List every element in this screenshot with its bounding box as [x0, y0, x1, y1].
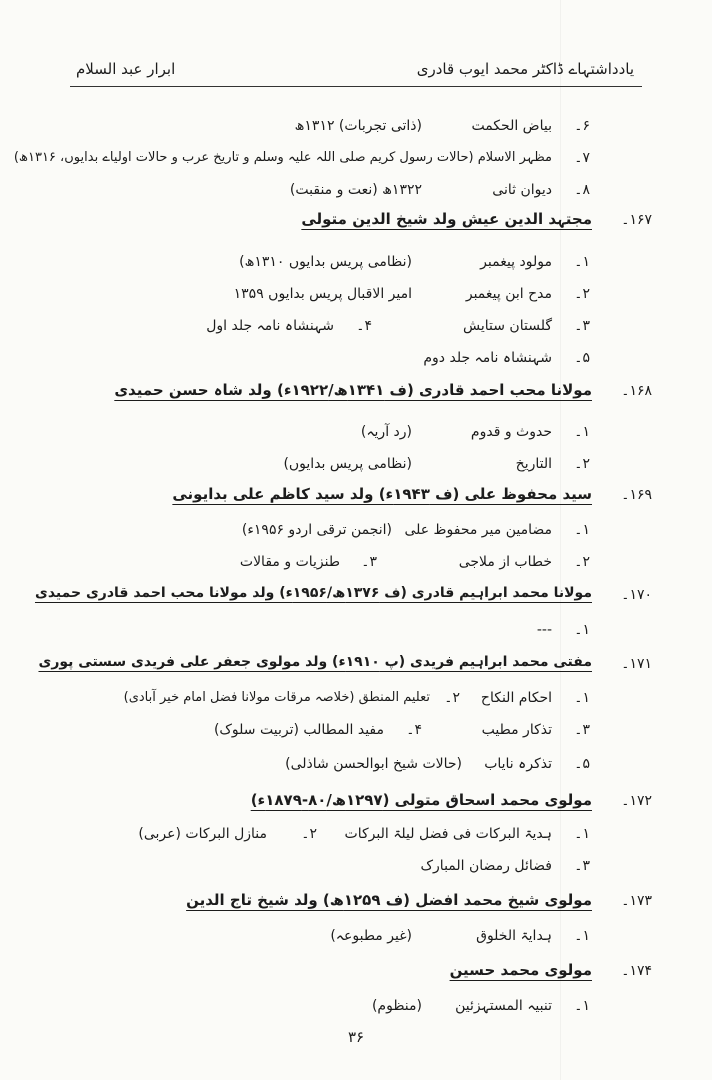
entry-title: مولانا محمد ابراہیم قادری (ف ۱۳۷۶ھ/۱۹۵۶ء) ولد مولانا محب احمد قادری حمیدی	[34, 585, 592, 601]
item-number-2: ۴۔	[356, 318, 372, 334]
item-note: (نظامی پریس بدایوں)	[283, 456, 412, 472]
item-title-2: منازل البرکات (عربی)	[138, 826, 267, 842]
item-note: (نظامی پریس بدایوں ۱۳۱۰ھ)	[239, 254, 412, 270]
entry-title: مولانا محب احمد قادری (ف ۱۳۴۱ھ/۱۹۲۲ء) ولد شاہ حسن حمیدی	[114, 381, 592, 399]
item-title: خطاب از ملاجی	[458, 554, 552, 570]
entry-number: ۱۷۴۔	[621, 963, 652, 979]
item-number: ۱۔	[574, 928, 590, 944]
item-number-2: ۲۔	[444, 690, 460, 706]
item-note: (منظوم)	[371, 998, 422, 1014]
item-note: (حالات شیخ ابوالحسن شاذلی)	[285, 756, 462, 772]
item-number: ۳۔	[574, 318, 590, 334]
item-title: مضامین میر محفوظ علی	[404, 522, 552, 538]
item-title: ہدیۃ البرکات فی فضل لیلۃ البرکات	[344, 826, 552, 842]
entry-number: ۱۶۷۔	[621, 212, 652, 228]
item-title-2: شہنشاہ نامہ جلد اول	[206, 318, 334, 334]
item-title-2: تعلیم المنطق (خلاصہ مرقات مولانا فضل امام خیر آبادی)	[123, 690, 430, 705]
entry-title: مولوی شیخ محمد افضل (ف ۱۲۵۹ھ) ولد شیخ تاج الدین	[186, 891, 592, 909]
item-number: ۱۔	[574, 998, 590, 1014]
item-number: ۱۔	[574, 690, 590, 706]
entry-number: ۱۶۸۔	[621, 383, 652, 399]
item-title: تنبیہ المستہزئین	[455, 998, 552, 1014]
item-number: ۱۔	[574, 826, 590, 842]
item-number: ۷۔	[574, 150, 590, 166]
item-title: ہدایۃ الخلوق	[476, 928, 552, 944]
header-rule	[70, 86, 642, 87]
entry-title: مولوی محمد حسین	[449, 961, 592, 979]
item-number: ۳۔	[574, 722, 590, 738]
item-number: ۸۔	[574, 182, 590, 198]
item-title: حدوث و قدوم	[470, 424, 552, 440]
item-note: ۱۳۲۲ھ (نعت و منقبت)	[289, 182, 422, 198]
item-title: مدح ابن پیغمبر	[465, 286, 552, 302]
item-note: (غیر مطبوعہ)	[330, 928, 412, 944]
entry-number: ۱۷۱۔	[621, 656, 652, 672]
item-text: مظہر الاسلام (حالات رسول کریم صلی اللہ علیہ وسلم و تاریخ عرب و حالات اولیاے بدایوں، ۱۳۱۶ھ)	[13, 150, 552, 165]
item-number: ۱۔	[574, 622, 590, 638]
item-number: ۲۔	[574, 456, 590, 472]
entry-number: ۱۶۹۔	[621, 487, 652, 503]
item-title: تذکار مطیب	[481, 722, 552, 738]
item-title-2: طنزیات و مقالات	[239, 554, 340, 570]
item-title: تذکرہ نایاب	[484, 756, 552, 772]
entry-title: مولوی محمد اسحاق متولی (۱۲۹۷ھ/۸۰-۱۸۷۹ء)	[250, 791, 592, 809]
page-number: ۳۶	[347, 1028, 365, 1046]
item-number: ۶۔	[574, 118, 590, 134]
item-number: ۵۔	[574, 756, 590, 772]
item-number-2: ۲۔	[301, 826, 317, 842]
item-title: گلستان ستایش	[463, 318, 552, 334]
item-title: شہنشاہ نامہ جلد دوم	[423, 350, 552, 366]
item-title: التاریخ	[515, 456, 552, 472]
item-title: مولود پیغمبر	[480, 254, 552, 270]
item-number: ۳۔	[574, 858, 590, 874]
item-title-2: مفید المطالب (تربیت سلوک)	[213, 722, 384, 738]
entry-title: سید محفوظ علی (ف ۱۹۴۳ء) ولد سید کاظم علی بدایونی	[172, 485, 592, 503]
item-number-2: ۴۔	[406, 722, 422, 738]
item-number: ۱۔	[574, 254, 590, 270]
item-note: امیر الاقبال پریس بدایوں ۱۳۵۹	[233, 286, 412, 302]
entry-number: ۱۷۰۔	[621, 587, 652, 603]
item-note: (ذاتی تجربات) ۱۳۱۲ھ	[294, 118, 422, 134]
entry-title: مجتہد الدین عیش ولد شیخ الدین متولی	[301, 210, 592, 228]
bleed-through-line	[560, 0, 561, 1080]
header-left-title: ابرار عبد السلام	[76, 60, 176, 78]
item-number: ۲۔	[574, 286, 590, 302]
item-title: احکام النکاح	[480, 690, 552, 706]
item-number: ۵۔	[574, 350, 590, 366]
item-note: (انجمن ترقی اردو ۱۹۵۶ء)	[241, 522, 392, 538]
item-title: بیاض الحکمت	[471, 118, 552, 134]
item-title: ---	[536, 622, 552, 638]
item-number-2: ۳۔	[361, 554, 377, 570]
entry-number: ۱۷۲۔	[621, 793, 652, 809]
item-note: (رد آریہ)	[360, 424, 412, 440]
item-title: فضائل رمضان المبارک	[420, 858, 552, 874]
entry-number: ۱۷۳۔	[621, 893, 652, 909]
entry-title: مفتی محمد ابراہیم فریدی (پ ۱۹۱۰ء) ولد مولوی جعفر علی فریدی سستی پوری	[38, 654, 592, 670]
item-number: ۱۔	[574, 424, 590, 440]
item-title: دیوان ثانی	[492, 182, 552, 198]
header-right-title: یادداشتہاے ڈاکٹر محمد ایوب قادری	[416, 60, 634, 78]
item-number: ۲۔	[574, 554, 590, 570]
item-number: ۱۔	[574, 522, 590, 538]
